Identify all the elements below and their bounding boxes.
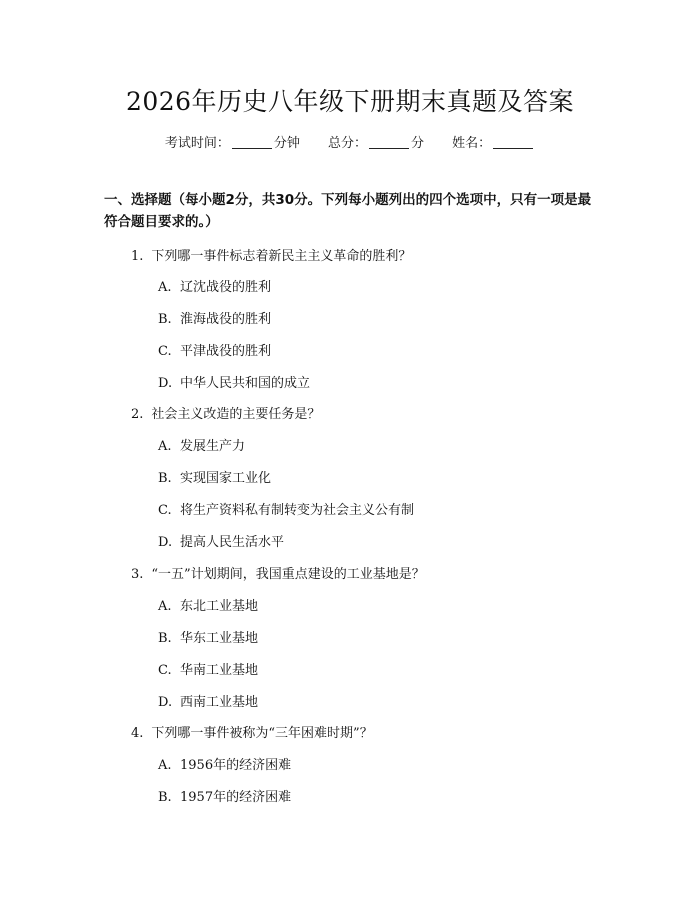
option-text: 提高人民生活水平: [180, 535, 285, 550]
total-score-unit: 分: [411, 136, 425, 151]
option-letter: D.: [158, 376, 173, 391]
question-1-option-b: [158, 308, 271, 327]
option-letter: A.: [158, 439, 172, 454]
question-1-option-c: [158, 340, 271, 359]
total-score-field: [328, 132, 424, 151]
question-text: 社会主义改造的主要任务是？: [151, 407, 321, 422]
question-2-option-d: [158, 531, 284, 550]
question-2: [131, 403, 320, 422]
question-number: 3.: [131, 567, 144, 582]
exam-time-blank: [232, 147, 272, 149]
option-letter: C.: [158, 344, 172, 359]
option-text: 中华人民共和国的成立: [180, 376, 311, 391]
total-score-blank: [369, 147, 409, 149]
option-text: 辽沈战役的胜利: [180, 280, 272, 295]
option-letter: C.: [158, 663, 172, 678]
total-score-label: 总分：: [327, 136, 367, 151]
question-3: [131, 563, 425, 582]
student-name-label: 姓名：: [452, 136, 492, 151]
question-4: [131, 722, 373, 741]
option-letter: B.: [158, 312, 172, 327]
option-text: 东北工业基地: [180, 599, 259, 614]
option-text: 西南工业基地: [180, 695, 259, 710]
question-3-option-b: [158, 627, 258, 646]
question-2-option-a: [158, 435, 245, 454]
question-1-option-a: [158, 276, 271, 295]
option-letter: B.: [158, 631, 172, 646]
question-3-option-c: [158, 659, 258, 678]
question-text: 下列哪一事件标志着新民主主义革命的胜利？: [151, 249, 412, 264]
question-1-option-d: [158, 372, 310, 391]
option-letter: A.: [158, 758, 172, 773]
option-letter: A.: [158, 599, 172, 614]
question-text: 下列哪一事件被称为“三年困难时期”？: [151, 726, 373, 741]
option-text: 华南工业基地: [180, 663, 259, 678]
option-text: 1956年的经济困难: [180, 758, 292, 773]
option-text: 1957年的经济困难: [180, 790, 292, 805]
exam-info-line: [0, 132, 700, 151]
question-2-option-b: [158, 467, 271, 486]
document-title: 2026年历史八年级下册期末真题及答案: [125, 87, 575, 116]
question-number: 4.: [131, 726, 144, 741]
question-1: [131, 245, 411, 264]
option-text: 发展生产力: [180, 439, 246, 454]
question-number: 1.: [131, 249, 144, 264]
exam-time-unit: 分钟: [273, 136, 300, 151]
option-letter: A.: [158, 280, 172, 295]
option-text: 淮海战役的胜利: [180, 312, 272, 327]
option-letter: C.: [158, 503, 172, 518]
option-text: 实现国家工业化: [180, 471, 272, 486]
option-text: 华东工业基地: [180, 631, 259, 646]
question-3-option-a: [158, 595, 258, 614]
question-text: “一五”计划期间，我国重点建设的工业基地是？: [151, 567, 425, 582]
question-number: 2.: [131, 407, 144, 422]
option-letter: D.: [158, 695, 173, 710]
student-name-field: [452, 132, 535, 151]
question-4-option-b: [158, 786, 291, 805]
option-letter: B.: [158, 790, 172, 805]
exam-time-label: 考试时间：: [164, 136, 230, 151]
section-heading: 一、选择题（每小题2分，共30分。下列每小题列出的四个选项中，只有一项是最符合题目要求的。）: [104, 192, 592, 230]
question-3-option-d: [158, 691, 258, 710]
option-text: 平津战役的胜利: [180, 344, 272, 359]
option-letter: B.: [158, 471, 172, 486]
option-text: 将生产资料私有制转变为社会主义公有制: [180, 503, 415, 518]
option-letter: D.: [158, 535, 173, 550]
exam-time-field: [165, 132, 300, 151]
student-name-blank: [493, 147, 533, 149]
question-4-option-a: [158, 754, 291, 773]
question-2-option-c: [158, 499, 414, 518]
